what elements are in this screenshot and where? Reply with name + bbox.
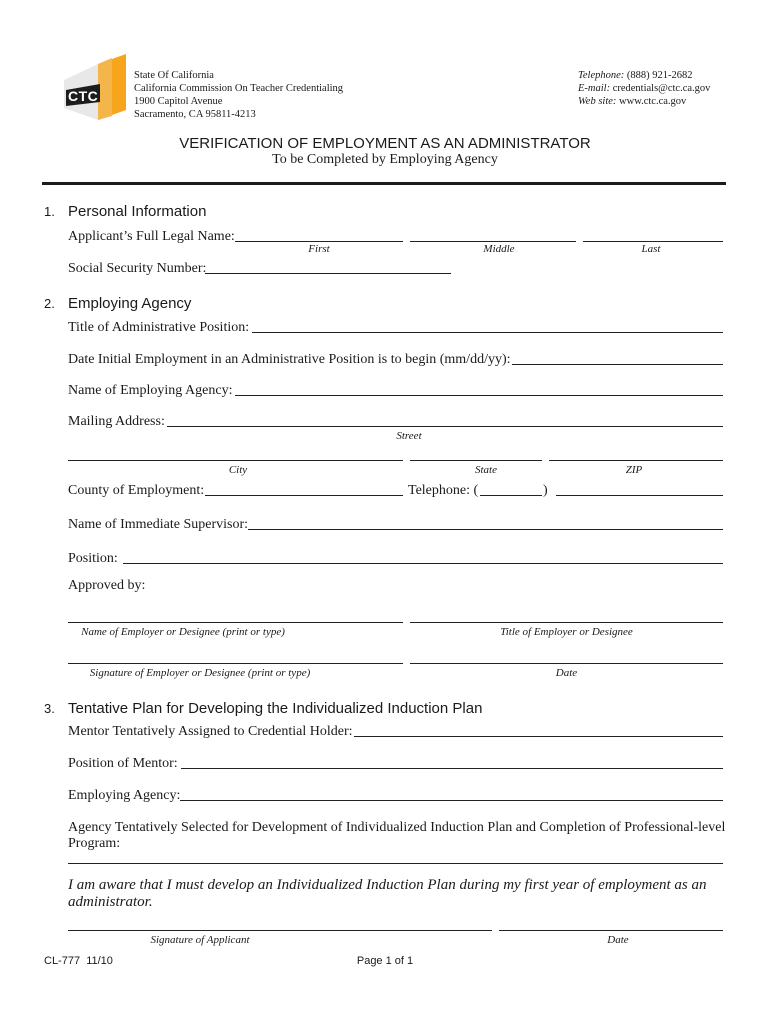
last-caption: Last [641, 243, 661, 255]
page-number: Page 1 of 1 [356, 955, 414, 967]
street-field[interactable] [167, 426, 723, 427]
telephone-number-field[interactable] [556, 495, 723, 496]
contact-email: E-mail: credentials@ctc.ca.gov [578, 83, 711, 94]
state-caption: State [475, 464, 497, 476]
agency-selected-label-line2: Program: [68, 836, 121, 851]
state-field[interactable] [410, 460, 542, 461]
city-caption: City [228, 464, 248, 476]
mentor-position-field[interactable] [181, 768, 723, 769]
city-field[interactable] [68, 460, 403, 461]
contact-telephone: Telephone: (888) 921-2682 [578, 70, 693, 81]
area-code-field[interactable] [480, 495, 542, 496]
address-line: Sacramento, CA 95811-4213 [134, 109, 256, 120]
middle-caption: Middle [483, 243, 515, 255]
employer-date-caption: Date [555, 667, 578, 679]
street-caption: Street [396, 430, 422, 442]
employer-title-caption: Title of Employer or Designee [500, 626, 633, 638]
agency-name-label: Name of Employing Agency: [68, 383, 233, 398]
mailing-address-label: Mailing Address: [68, 414, 165, 429]
mentor-label: Mentor Tentatively Assigned to Credential Holder: [68, 724, 353, 739]
contact-info [578, 69, 758, 108]
applicant-signature-field[interactable] [68, 930, 492, 931]
area-code-close: ) [543, 483, 548, 498]
employing-agency-field[interactable] [180, 800, 723, 801]
applicant-statement-line2: administrator. [68, 894, 153, 910]
employing-agency-label: Employing Agency: [68, 788, 181, 803]
employer-signature-caption: Signature of Employer or Designee (print or type) [89, 667, 311, 679]
address-line: State Of California [134, 70, 214, 81]
applicant-signature-caption: Signature of Applicant [150, 934, 250, 946]
middle-name-field[interactable] [410, 241, 576, 242]
section-1-number: 1. [44, 204, 55, 219]
employer-date-field[interactable] [410, 663, 723, 664]
position-field[interactable] [123, 563, 723, 564]
header-rule [42, 182, 726, 185]
mentor-position-label: Position of Mentor: [68, 756, 178, 771]
first-caption: First [308, 243, 330, 255]
mentor-field[interactable] [354, 736, 723, 737]
form-title: VERIFICATION OF EMPLOYMENT AS AN ADMINISTRATOR [179, 135, 591, 152]
section-3-number: 3. [44, 701, 55, 716]
supervisor-field[interactable] [248, 529, 723, 530]
employer-signature-field[interactable] [68, 663, 403, 664]
section-2-heading: Employing Agency [68, 295, 192, 312]
first-name-field[interactable] [235, 241, 403, 242]
zip-caption: ZIP [625, 464, 643, 476]
employer-title-field[interactable] [410, 622, 723, 623]
ctc-logo [56, 50, 136, 130]
logo-text: CTC [68, 88, 99, 104]
applicant-date-caption: Date [607, 934, 629, 946]
form-subtitle: To be Completed by Employing Agency [272, 152, 498, 167]
address-line: California Commission On Teacher Credentialing [134, 83, 344, 94]
section-3-heading: Tentative Plan for Developing the Individualized Induction Plan [68, 700, 483, 717]
ssn-field[interactable] [205, 273, 451, 274]
section-2-number: 2. [44, 296, 55, 311]
approved-by-label: Approved by: [68, 578, 146, 593]
last-name-field[interactable] [583, 241, 723, 242]
employer-name-caption: Name of Employer or Designee (print or type) [81, 626, 285, 638]
supervisor-label: Name of Immediate Supervisor: [68, 517, 249, 532]
county-field[interactable] [205, 495, 403, 496]
applicant-statement-line1: I am aware that I must develop an Individualized Induction Plan during my first year of employment as an [68, 877, 707, 893]
position-label: Position: [68, 551, 118, 566]
start-date-label: Date Initial Employment in an Administrative Position is to begin (mm/dd/yy): [68, 352, 511, 367]
section-1-heading: Personal Information [68, 203, 207, 220]
zip-field[interactable] [549, 460, 723, 461]
contact-website: Web site: www.ctc.ca.gov [578, 96, 687, 107]
admin-title-label: Title of Administrative Position: [68, 320, 250, 335]
agency-name-field[interactable] [235, 395, 723, 396]
agency-address [134, 69, 394, 121]
agency-selected-field[interactable] [68, 863, 723, 864]
agency-selected-label-line1: Agency Tentatively Selected for Development of Individualized Induction Plan and Completion of Professional-level [68, 820, 726, 835]
address-line: 1900 Capitol Avenue [134, 96, 223, 107]
admin-title-field[interactable] [252, 332, 723, 333]
full-name-label: Applicant’s Full Legal Name: [68, 229, 235, 244]
form-code: CL-777 11/10 [44, 955, 113, 967]
employer-telephone-label: Telephone: ( [408, 483, 479, 498]
applicant-date-field[interactable] [499, 930, 723, 931]
employer-name-field[interactable] [68, 622, 403, 623]
start-date-field[interactable] [512, 364, 723, 365]
ssn-label: Social Security Number: [68, 261, 207, 276]
county-label: County of Employment: [68, 483, 205, 498]
